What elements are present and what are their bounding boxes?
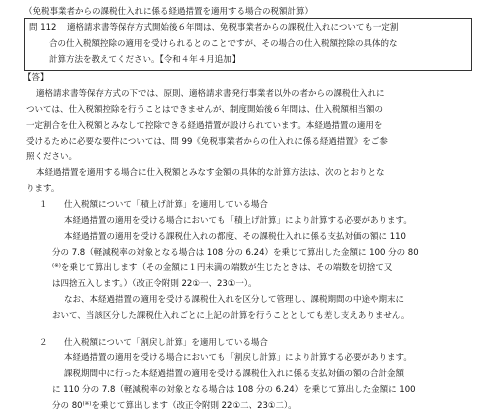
section-2-line-text: を乗じて算出します（改正令附則 22①二、23①二）。: [91, 401, 297, 411]
question-label: 問 112: [29, 22, 57, 33]
section-1-note-line: なお、本経過措置の適用を受ける課税仕入れを区分して管理し、課税期間の中途や期末に: [64, 295, 405, 306]
intro-line: 本経過措置を適用する場合に仕入税額とみなす金額の具体的な計算方法は、次のとおりとな: [36, 168, 385, 179]
intro-line: 適格請求書等保存方式の下では、原則、適格請求書発行事業者以外の者からの課税仕入れに: [36, 88, 385, 99]
section-2-line: 本経過措置の適用を受ける場合においても「割戻し計算」により計算する必要があります。: [64, 353, 412, 364]
intro-line: 照ください。: [26, 152, 78, 163]
section-1-line: 本経過措置の適用を受ける課税仕入れの都度、その課税仕入れに係る支払対価の額に 110: [64, 231, 406, 242]
section-1-line: 本経過措置の適用を受ける場合においても「積上げ計算」により計算する必要があります。: [64, 215, 412, 226]
intro-line: ついては、仕入税額控除を行うことはできませんが、制度開始後６年間は、仕入税額相当額の: [26, 104, 384, 115]
question-line: 計算方法を教えてください。【令和４年４月追加】: [49, 54, 241, 65]
intro-line: 受けるために必要な要件については、問 99《免税事業者からの仕入れに係る経過措置》をご参: [26, 136, 388, 147]
section-2-number: ２: [39, 337, 48, 348]
note-mark: (※): [52, 263, 61, 270]
intro-line: 一定割合を仕入税額とみなして控除できる経過措置が設けられています。本経過措置の適用を: [26, 120, 383, 131]
section-1-line-text: を乗じて算出します（その金額に１円未満の端数が生じたときは、その端数を切捨て又: [60, 263, 393, 274]
section-2-title: 仕入税額について「割戻し計算」を適用している場合: [64, 337, 268, 348]
section-2-line-text: 分の 80: [52, 401, 83, 411]
section-1-number: １: [39, 200, 48, 211]
section-heading: （免税事業者からの課税仕入れに係る経過措置を適用する場合の税額計算）: [24, 7, 314, 17]
intro-line: ります。: [26, 184, 60, 195]
section-1-note-line: おいて、当該区分した課税仕入れごとに上記の計算を行うこととしても差し支えありません。: [52, 311, 410, 322]
section-1-line: [52, 262, 392, 275]
section-1-title: 仕入税額について「積上げ計算」を適用している場合: [64, 200, 268, 211]
section-2-line: 課税期間中に行った本経過措置の適用を受ける課税仕入れに係る支払対価の額の合計金額: [64, 369, 405, 380]
section-2-line: に 110 分の 7.8（軽減税率の対象となる場合は 108 分の 6.24）を乗じて算出した金額に 100: [52, 385, 416, 396]
section-1-line: 分の 7.8（軽減税率の対象となる場合は 108 分の 6.24）を乗じて算出した金額に 100 分の 80: [52, 247, 419, 258]
answer-label: 【答】: [23, 73, 49, 84]
question-line: 適格請求書等保存方式開始後６年間は、免税事業者からの課税仕入れについても一定割: [67, 22, 399, 33]
section-2-line: [52, 400, 297, 413]
question-line: 合の仕入税額控除の適用を受けられるとのことですが、その場合の仕入税額控除の具体的な: [49, 38, 398, 49]
section-1-line: は四捨五入します。）（改正令附則 22①一、23①一）。: [52, 279, 257, 290]
note-mark: (※): [82, 401, 92, 407]
